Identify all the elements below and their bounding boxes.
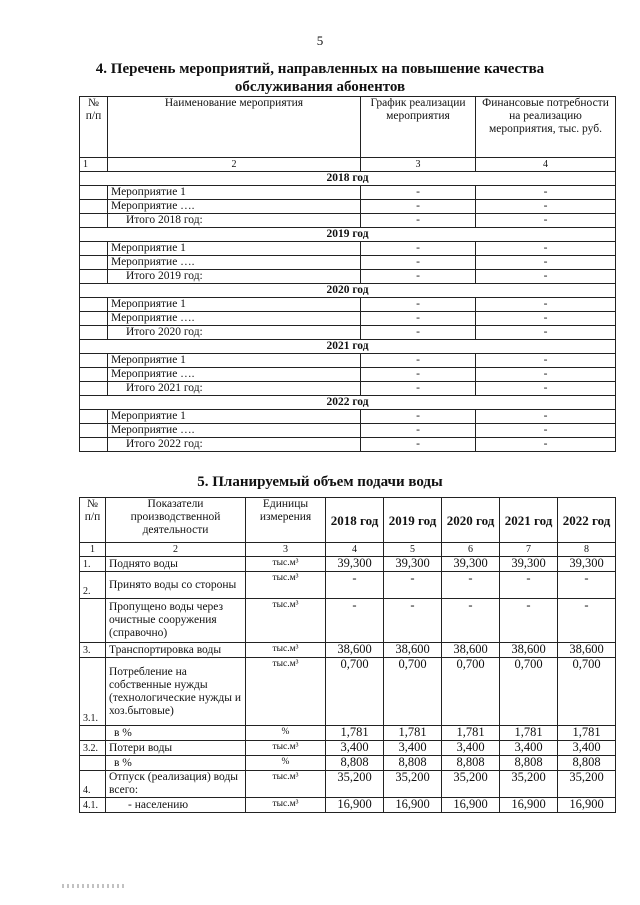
- value-cell: 0,700: [442, 658, 500, 726]
- event-finance-cell: -: [476, 200, 616, 214]
- event-name-cell: Итого 2019 год:: [108, 270, 361, 284]
- indicator-name: - населению: [106, 798, 246, 813]
- event-schedule-cell: -: [361, 424, 476, 438]
- unit-cell: тыс.м³: [246, 643, 326, 658]
- section4-title: [0, 60, 640, 96]
- row-number: 1.: [80, 557, 106, 572]
- row-number: [80, 599, 106, 643]
- event-finance-cell: -: [476, 242, 616, 256]
- section5-title: 5. Планируемый объем подачи воды: [197, 474, 443, 490]
- value-cell: -: [326, 572, 384, 599]
- indicator-name: в %: [106, 756, 246, 771]
- col-number: 1: [80, 543, 106, 557]
- event-name-cell: Мероприятие 1: [108, 186, 361, 200]
- year-label: 2021 год: [80, 340, 616, 354]
- event-name-cell: Итого 2022 год:: [108, 438, 361, 452]
- col-number: 1: [80, 158, 108, 172]
- unit-cell: %: [246, 756, 326, 771]
- value-cell: 16,900: [384, 798, 442, 813]
- event-name-cell: Мероприятие ….: [108, 256, 361, 270]
- value-cell: 3,400: [326, 741, 384, 756]
- value-cell: 39,300: [442, 557, 500, 572]
- row-number: 4.: [80, 771, 106, 798]
- year-row: [80, 396, 616, 410]
- event-finance-cell: -: [476, 298, 616, 312]
- page-number: 5: [316, 33, 324, 48]
- event-num-cell: [80, 438, 108, 452]
- value-cell: -: [384, 572, 442, 599]
- column-numbers-row: [80, 543, 616, 557]
- header-event-name: Наименование мероприятия: [108, 97, 361, 158]
- event-schedule-cell: -: [361, 214, 476, 228]
- year-row: [80, 340, 616, 354]
- value-cell: 16,900: [442, 798, 500, 813]
- event-row: [80, 298, 616, 312]
- section4-title-line2: обслуживания абонентов: [234, 79, 406, 95]
- row-number: 3.2.: [80, 741, 106, 756]
- year-label: 2019 год: [80, 228, 616, 242]
- indicator-row: [80, 557, 616, 572]
- row-number: [80, 726, 106, 741]
- value-cell: 0,700: [326, 658, 384, 726]
- unit-cell: тыс.м³: [246, 557, 326, 572]
- event-finance-cell: -: [476, 214, 616, 228]
- col-number: 7: [500, 543, 558, 557]
- event-num-cell: [80, 270, 108, 284]
- col-number: 6: [442, 543, 500, 557]
- event-schedule-cell: -: [361, 200, 476, 214]
- row-number: [80, 756, 106, 771]
- header-num: № п/п: [80, 498, 106, 543]
- value-cell: -: [558, 572, 616, 599]
- header-year: 2020 год: [442, 498, 500, 543]
- event-num-cell: [80, 410, 108, 424]
- year-row: [80, 284, 616, 298]
- event-name-cell: Итого 2018 год:: [108, 214, 361, 228]
- value-cell: 38,600: [384, 643, 442, 658]
- indicator-row: [80, 658, 616, 726]
- water-table-header: [80, 498, 616, 543]
- value-cell: 1,781: [326, 726, 384, 741]
- col-number: 2: [106, 543, 246, 557]
- event-finance-cell: -: [476, 186, 616, 200]
- event-finance-cell: -: [476, 270, 616, 284]
- col-number: 3: [246, 543, 326, 557]
- event-schedule-cell: -: [361, 298, 476, 312]
- event-name-cell: Мероприятие ….: [108, 368, 361, 382]
- value-cell: -: [558, 599, 616, 643]
- value-cell: 8,808: [500, 756, 558, 771]
- indicator-name: Пропущено воды через очистные сооружения (справочно): [106, 599, 246, 643]
- event-row: [80, 424, 616, 438]
- event-schedule-cell: -: [361, 382, 476, 396]
- indicator-row: [80, 798, 616, 813]
- value-cell: -: [384, 599, 442, 643]
- value-cell: 38,600: [500, 643, 558, 658]
- event-row: [80, 200, 616, 214]
- event-finance-cell: -: [476, 424, 616, 438]
- section4-title-line1: 4. Перечень мероприятий, направленных на повышение качества: [95, 61, 545, 77]
- value-cell: -: [442, 599, 500, 643]
- indicator-row: [80, 572, 616, 599]
- event-finance-cell: -: [476, 354, 616, 368]
- event-finance-cell: -: [476, 326, 616, 340]
- value-cell: 0,700: [558, 658, 616, 726]
- value-cell: 35,200: [384, 771, 442, 798]
- indicator-name: Потребление на собственные нужды (технологические нужды и хоз.бытовые): [106, 658, 246, 726]
- unit-cell: %: [246, 726, 326, 741]
- event-name-cell: Мероприятие 1: [108, 242, 361, 256]
- indicator-name: Транспортировка воды: [106, 643, 246, 658]
- event-num-cell: [80, 186, 108, 200]
- value-cell: -: [442, 572, 500, 599]
- header-unit: Единицы измерения: [246, 498, 326, 543]
- indicator-name: Потери воды: [106, 741, 246, 756]
- indicator-row: [80, 643, 616, 658]
- column-numbers-row: [80, 158, 616, 172]
- indicator-name: в %: [106, 726, 246, 741]
- year-row: [80, 228, 616, 242]
- event-name-cell: Мероприятие ….: [108, 200, 361, 214]
- event-row: [80, 382, 616, 396]
- value-cell: 39,300: [384, 557, 442, 572]
- row-number: 3.1.: [80, 658, 106, 726]
- event-name-cell: Итого 2021 год:: [108, 382, 361, 396]
- event-schedule-cell: -: [361, 256, 476, 270]
- year-label: 2022 год: [80, 396, 616, 410]
- unit-cell: тыс.м³: [246, 572, 326, 599]
- value-cell: -: [326, 599, 384, 643]
- event-row: [80, 242, 616, 256]
- value-cell: 35,200: [500, 771, 558, 798]
- event-row: [80, 186, 616, 200]
- event-schedule-cell: -: [361, 326, 476, 340]
- col-number: 3: [361, 158, 476, 172]
- header-indicator: Показатели производственной деятельности: [106, 498, 246, 543]
- event-schedule-cell: -: [361, 410, 476, 424]
- value-cell: -: [500, 572, 558, 599]
- scan-artifact: [62, 884, 126, 888]
- events-table: [79, 96, 616, 452]
- value-cell: 8,808: [442, 756, 500, 771]
- value-cell: 1,781: [384, 726, 442, 741]
- event-finance-cell: -: [476, 410, 616, 424]
- value-cell: 35,200: [558, 771, 616, 798]
- year-row: [80, 172, 616, 186]
- event-name-cell: Итого 2020 год:: [108, 326, 361, 340]
- event-schedule-cell: -: [361, 368, 476, 382]
- unit-cell: тыс.м³: [246, 771, 326, 798]
- event-num-cell: [80, 354, 108, 368]
- event-finance-cell: -: [476, 382, 616, 396]
- event-num-cell: [80, 200, 108, 214]
- value-cell: 8,808: [384, 756, 442, 771]
- col-number: 8: [558, 543, 616, 557]
- event-row: [80, 214, 616, 228]
- value-cell: 38,600: [558, 643, 616, 658]
- indicator-row: [80, 771, 616, 798]
- header-year: 2018 год: [326, 498, 384, 543]
- value-cell: 16,900: [500, 798, 558, 813]
- events-table-header: [80, 97, 616, 158]
- header-year: 2022 год: [558, 498, 616, 543]
- event-schedule-cell: -: [361, 354, 476, 368]
- value-cell: 39,300: [558, 557, 616, 572]
- water-supply-table: [79, 497, 616, 813]
- event-finance-cell: -: [476, 438, 616, 452]
- value-cell: 38,600: [442, 643, 500, 658]
- row-number: 2.: [80, 572, 106, 599]
- event-num-cell: [80, 326, 108, 340]
- value-cell: 1,781: [442, 726, 500, 741]
- indicator-name: Принято воды со стороны: [106, 572, 246, 599]
- row-number: 4.1.: [80, 798, 106, 813]
- row-number: 3.: [80, 643, 106, 658]
- value-cell: 0,700: [500, 658, 558, 726]
- value-cell: 39,300: [500, 557, 558, 572]
- indicator-row: [80, 726, 616, 741]
- event-num-cell: [80, 298, 108, 312]
- unit-cell: тыс.м³: [246, 741, 326, 756]
- indicator-row: [80, 599, 616, 643]
- value-cell: 0,700: [384, 658, 442, 726]
- event-schedule-cell: -: [361, 270, 476, 284]
- value-cell: 3,400: [442, 741, 500, 756]
- event-num-cell: [80, 242, 108, 256]
- event-name-cell: Мероприятие ….: [108, 424, 361, 438]
- event-row: [80, 438, 616, 452]
- event-row: [80, 354, 616, 368]
- year-label: 2018 год: [80, 172, 616, 186]
- event-num-cell: [80, 256, 108, 270]
- value-cell: 35,200: [442, 771, 500, 798]
- event-schedule-cell: -: [361, 186, 476, 200]
- indicator-row: [80, 756, 616, 771]
- event-name-cell: Мероприятие ….: [108, 312, 361, 326]
- value-cell: 8,808: [558, 756, 616, 771]
- indicator-row: [80, 741, 616, 756]
- header-finance: Финансовые потребности на реализацию мероприятия, тыс. руб.: [476, 97, 616, 158]
- value-cell: 16,900: [558, 798, 616, 813]
- event-row: [80, 368, 616, 382]
- event-num-cell: [80, 214, 108, 228]
- indicator-name: Поднято воды: [106, 557, 246, 572]
- unit-cell: тыс.м³: [246, 658, 326, 726]
- event-row: [80, 256, 616, 270]
- event-name-cell: Мероприятие 1: [108, 410, 361, 424]
- event-row: [80, 410, 616, 424]
- header-num: № п/п: [80, 97, 108, 158]
- event-schedule-cell: -: [361, 438, 476, 452]
- value-cell: 38,600: [326, 643, 384, 658]
- event-row: [80, 270, 616, 284]
- event-row: [80, 326, 616, 340]
- value-cell: 39,300: [326, 557, 384, 572]
- col-number: 5: [384, 543, 442, 557]
- unit-cell: тыс.м³: [246, 798, 326, 813]
- event-schedule-cell: -: [361, 242, 476, 256]
- year-label: 2020 год: [80, 284, 616, 298]
- event-name-cell: Мероприятие 1: [108, 354, 361, 368]
- unit-cell: тыс.м³: [246, 599, 326, 643]
- event-row: [80, 312, 616, 326]
- value-cell: 16,900: [326, 798, 384, 813]
- header-year: 2019 год: [384, 498, 442, 543]
- event-num-cell: [80, 312, 108, 326]
- event-num-cell: [80, 368, 108, 382]
- event-finance-cell: -: [476, 312, 616, 326]
- value-cell: 35,200: [326, 771, 384, 798]
- value-cell: 1,781: [500, 726, 558, 741]
- value-cell: 1,781: [558, 726, 616, 741]
- value-cell: 3,400: [384, 741, 442, 756]
- value-cell: 3,400: [558, 741, 616, 756]
- event-name-cell: Мероприятие 1: [108, 298, 361, 312]
- value-cell: 3,400: [500, 741, 558, 756]
- event-finance-cell: -: [476, 368, 616, 382]
- value-cell: 8,808: [326, 756, 384, 771]
- event-schedule-cell: -: [361, 312, 476, 326]
- col-number: 4: [476, 158, 616, 172]
- event-finance-cell: -: [476, 256, 616, 270]
- event-num-cell: [80, 424, 108, 438]
- header-year: 2021 год: [500, 498, 558, 543]
- col-number: 2: [108, 158, 361, 172]
- event-num-cell: [80, 382, 108, 396]
- header-schedule: График реализации мероприятия: [361, 97, 476, 158]
- col-number: 4: [326, 543, 384, 557]
- value-cell: -: [500, 599, 558, 643]
- indicator-name: Отпуск (реализация) воды всего:: [106, 771, 246, 798]
